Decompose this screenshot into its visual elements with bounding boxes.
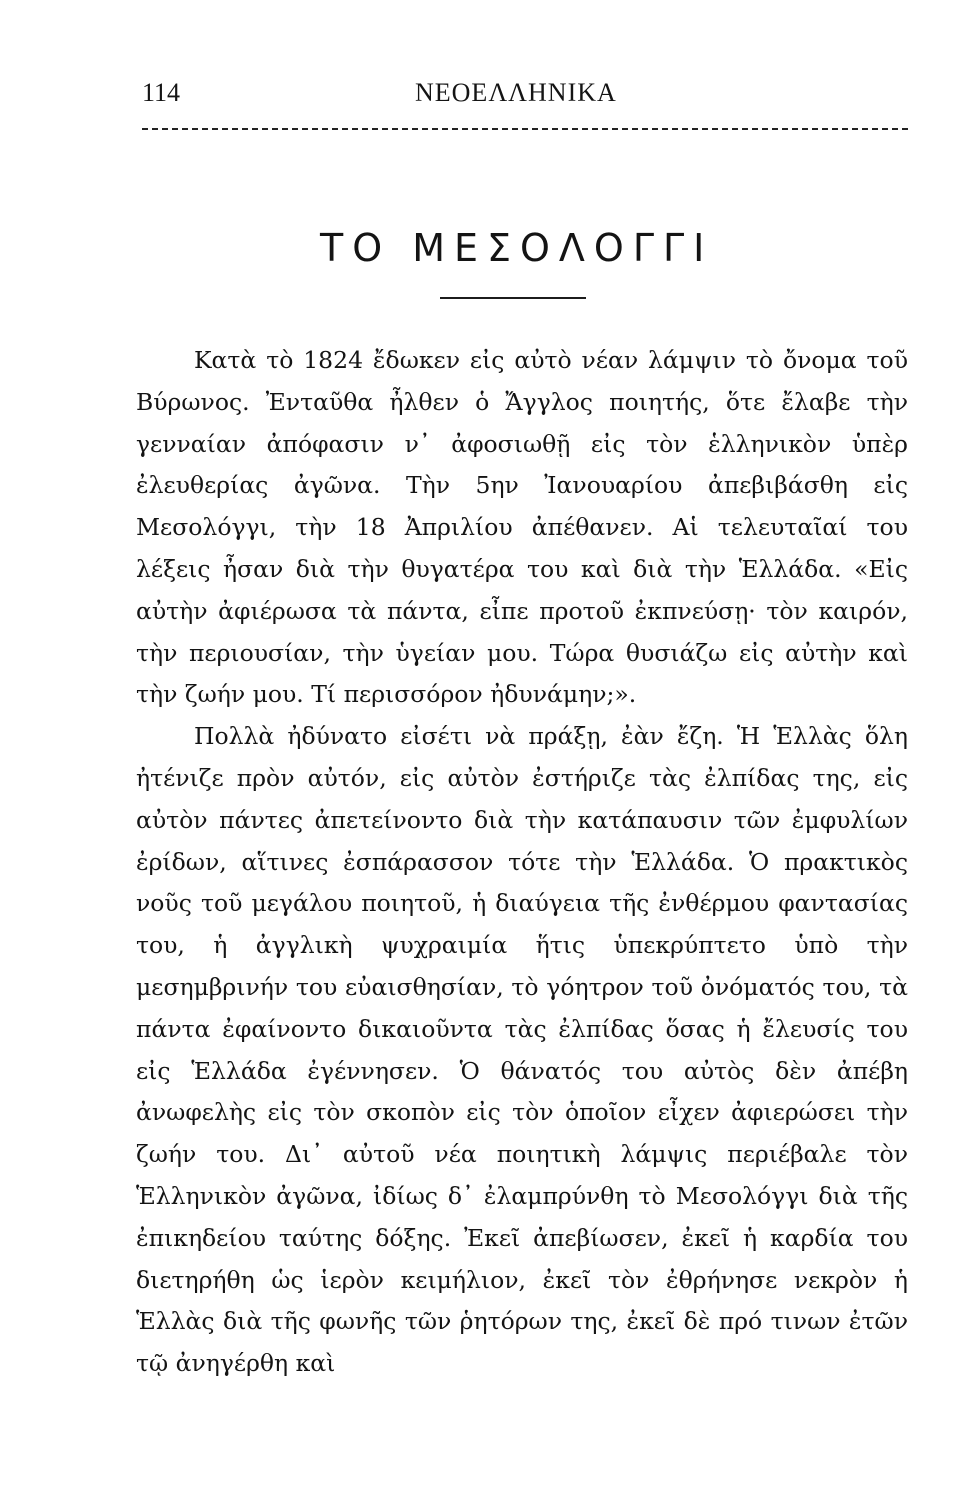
- title-rule: [440, 297, 586, 299]
- paragraph: Κατὰ τὸ 1824 ἔδωκεν εἰς αὐτὸ νέαν λάμψιν τὸ ὄνομα τοῦ Βύρωνος. Ἐνταῦθα ἦλθεν ὁ Ἄγγλος ποιητής, ὅτε ἔλαβε τὴν γενναίαν ἀπόφασιν ν᾽ ἀφοσιωθῇ εἰς τὸν ἑλληνικὸν ὑπὲρ ἐλευθερίας ἀγῶνα. Τὴν 5ην Ἰανουαρίου ἀπεβιβάσθη εἰς Μεσολόγγι, τὴν 18 Ἀπριλίου ἀπέθανεν. Αἱ τελευταῖαί του λέξεις ἦσαν διὰ τὴν θυγατέρα του καὶ διὰ τὴν Ἑλλάδα. «Εἰς αὐτὴν ἀφιέρωσα τὰ πάντα, εἶπε προτοῦ ἐκπνεύσῃ· τὸν καιρόν, τὴν περιουσίαν, τὴν ὑγείαν μου. Τώρα θυσιάζω εἰς αὐτὴν καὶ τὴν ζωήν μου. Τί περισσόρον ἠδυνάμην;».: [136, 346, 908, 709]
- chapter-title: ΤΟ ΜΕΣΟΛΟΓΓΙ: [320, 226, 714, 270]
- header-rule: [142, 128, 908, 130]
- body-text: [136, 340, 908, 1385]
- page-number: 114: [142, 78, 181, 107]
- running-head: ΝΕΟΕΛΛΗΝΙΚΑ: [415, 78, 617, 107]
- page-header: [142, 78, 908, 118]
- paragraph: Πολλὰ ἠδύνατο εἰσέτι νὰ πράξῃ, ἐὰν ἔζη. Ἡ Ἑλλὰς ὅλη ἠτένιζε πρὸν αὐτόν, εἰς αὐτὸν ἐστήριζε τὰς ἐλπίδας της, εἰς αὐτὸν πάντες ἀπετείνοντο διὰ τὴν κατάπαυσιν τῶν ἐμφυλίων ἐρίδων, αἵτινες ἐσπάρασσον τότε τὴν Ἑλλάδα. Ὁ πρακτικὸς νοῦς τοῦ μεγάλου ποιητοῦ, ἡ διαύγεια τῆς ἐνθέρμου φαντασίας του, ἡ ἀγγλικὴ ψυχραιμία ἥτις ὑπεκρύπτετο ὑπὸ τὴν μεσημβρινήν του εὐαισθησίαν, τὸ γόητρον τοῦ ὀνόματός του, τὰ πάντα ἐφαίνοντο δικαιοῦντα τὰς ἐλπίδας ὅσας ἡ ἔλευσίς του εἰς Ἑλλάδα ἐγέννησεν. Ὁ θάνατός του αὐτὸς δὲν ἀπέβη ἀνωφελὴς εἰς τὸν σκοπὸν εἰς τὸν ὁποῖον εἶχεν ἀφιερώσει τὴν ζωήν του. Δι᾽ αὐτοῦ νέα ποιητικὴ λάμψις περιέβαλε τὸν Ἑλληνικὸν ἀγῶνα, ἰδίως δ᾽ ἐλαμπρύνθη τὸ Μεσολόγγι διὰ τῆς ἐπικηδείου ταύτης δόξης. Ἐκεῖ ἀπεβίωσεν, ἐκεῖ ἡ καρδία του διετηρήθη ὡς ἱερὸν κειμήλιον, ἐκεῖ τὸν ἐθρήνησε νεκρὸν ἡ Ἑλλὰς διὰ τῆς φωνῆς τῶν ῥητόρων της, ἐκεῖ δὲ πρό τινων ἐτῶν τῷ ἀνηγέρθη καὶ: [136, 722, 908, 1378]
